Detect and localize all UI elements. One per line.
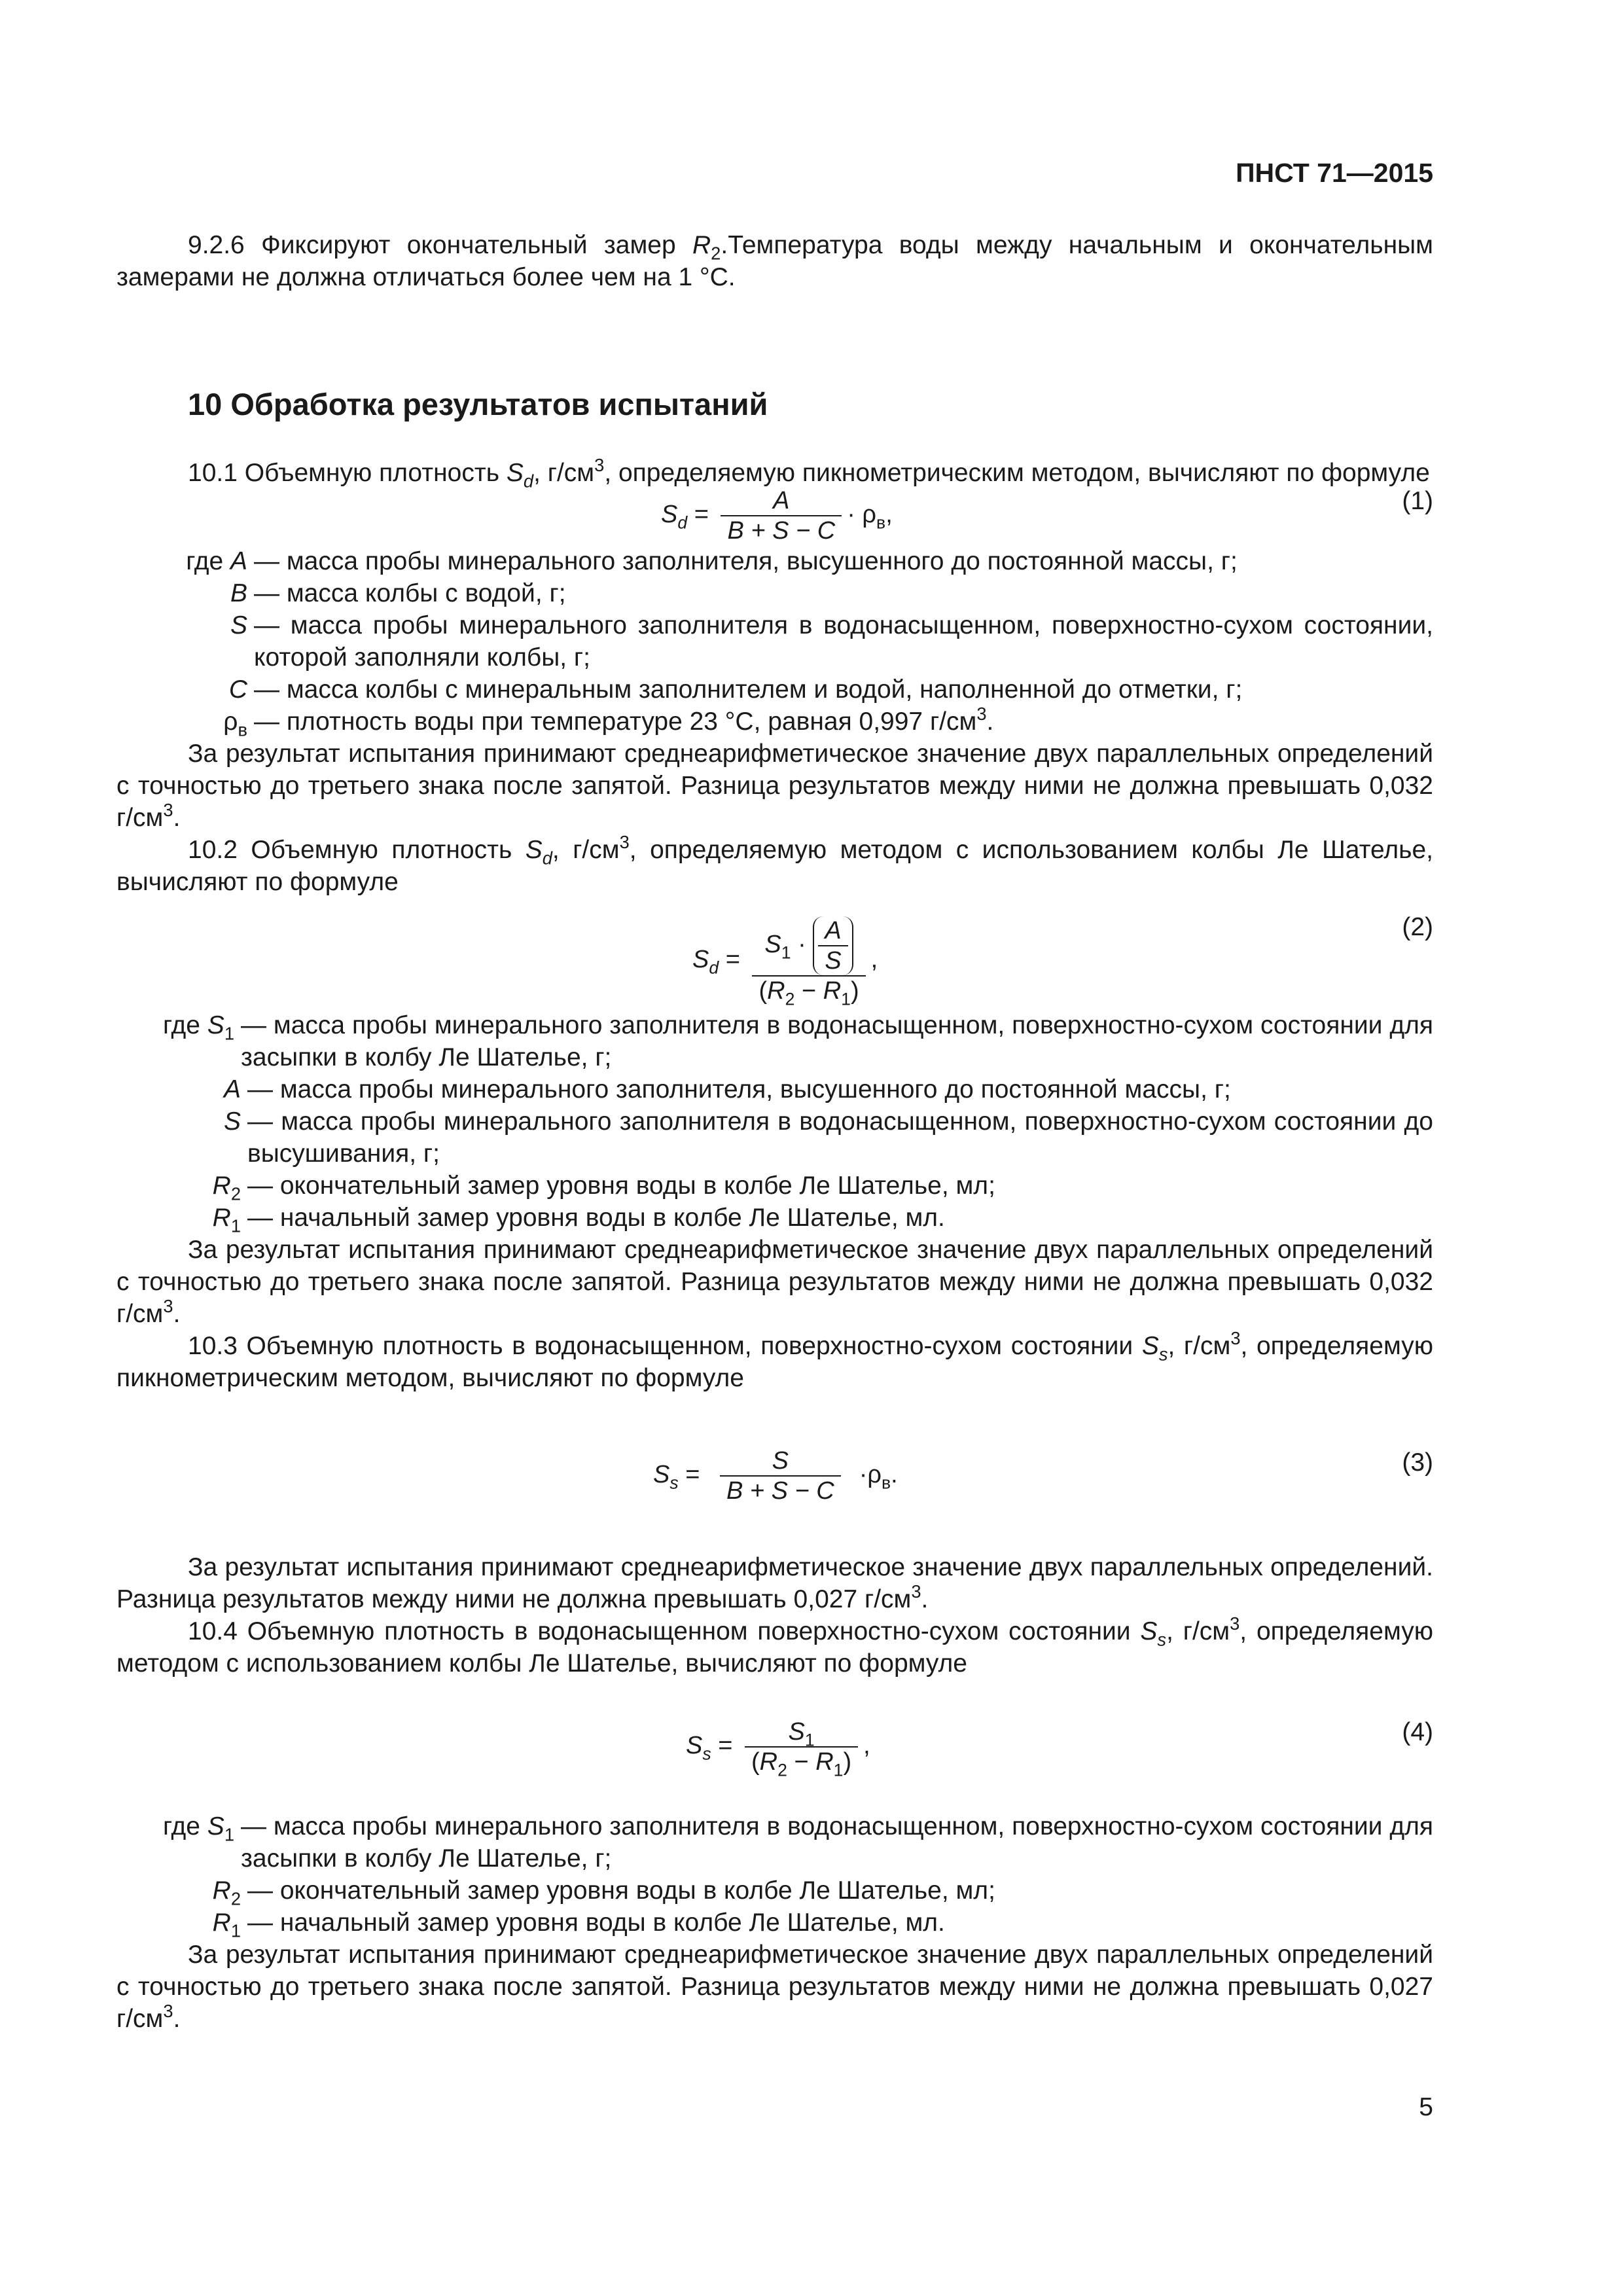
page-number: 5: [1419, 2093, 1433, 2121]
formula-3: $S_s$ = $\frac{S}{B + S - C}$ $\cdot\rho_в$. (3): [653, 1447, 1433, 1505]
result-note-3: За результат испытания принимают среднеарифметическое значение двух параллельных определений. Разница результатов между ними не должна превышать 0,027 $г/см^3$.: [116, 1553, 1433, 1613]
where-list-1: где A — масса пробы минерального заполнителя, высушенного до постоянной массы, г; B — масса колбы с водой, г; S — масса пробы минерального заполнителя в водонасыщенном, поверхностно-сухом состоянии, которой заполняли колбы, г; C — масса колбы с минеральным заполнителем и водой, наполненной до отметки, г; $\rho_в$ — плотность воды при температуре 23 °С, равная 0,997 $г/см^3$.: [186, 547, 1433, 740]
formula-4-number: (4): [1402, 1718, 1433, 1746]
paragraph-9-2-6: 9.2.6 Фиксируют окончательный замер $R_2.Температура$ воды между начальным и окончательным замерами не должна отличаться более чем на 1 °С.: [116, 231, 1433, 291]
paragraph-10-3: 10.3 Объемную плотность в водонасыщенном, поверхностно-сухом состоянии $S_s$, $г/см^3$, определяемую пикнометрическим методом, вычисляют по формуле: [116, 1328, 1433, 1392]
formula-4: $S_s$ = $\frac{S_1}{(R_2 - R_1)}$ , (4): [116, 1679, 1433, 1810]
where-list-2: где $S_1$ — масса пробы минерального заполнителя в водонасыщенном, поверхностно-сухом состоянии для засыпки в колбу Ле Шателье, г; A — масса пробы минерального заполнителя, высушенного до постоянной массы, г; S — масса пробы минерального заполнителя в водонасыщенном, поверхностно-сухом состоянии до высушивания, г; $R_2$ — окончательный замер уровня воды в колбе Ле Шателье, мл; $R_1$ — начальный замер уровня воды в колбе Ле Шателье, мл.: [163, 1011, 1433, 1236]
result-note-4: За результат испытания принимают среднеарифметическое значение двух параллельных определений с точностью до третьего знака после запятой. Разница результатов между ними не должна превышать 0,027 $г/см^3$.: [116, 1941, 1433, 2033]
formula-4-fraction: $\frac{S_1}{(R_2 - R_1)}$: [745, 1717, 858, 1776]
page-body: [116, 229, 1433, 2035]
paragraph-10-2: 10.2 Объемную плотность $S_d$, $г/см^3$, определяемую методом с использованием колбы Ле Шателье, вычисляют по формуле: [116, 832, 1434, 896]
section-10-title: 10 Обработка результатов испытаний: [188, 387, 768, 422]
result-note-1: За результат испытания принимают среднеарифметическое значение двух параллельных определений с точностью до третьего знака после запятой. Разница результатов между ними не должна превышать 0,032 $г/см^3$.: [116, 740, 1433, 832]
paragraph-10-1: 10.1 Объемную плотность $S_d$, $г/см^3$, определяемую пикнометрическим методом, вычисляют по формуле: [188, 455, 1430, 492]
document-code: ПНСТ 71—2015: [1236, 158, 1433, 188]
paragraph-10-4: 10.4 Объемную плотность в водонасыщенном поверхностно-сухом состоянии $S_s$, $г/см^3$, определяемую методом с использованием колбы Ле Шателье, вычисляют по формуле: [116, 1613, 1433, 1677]
formula-3-fraction: $\frac{S}{B + S - C}$: [720, 1446, 841, 1505]
result-note-2: За результат испытания принимают среднеарифметическое значение двух параллельных определений с точностью до третьего знака после запятой. Разница результатов между ними не должна превышать 0,032 $г/см^3$.: [116, 1236, 1433, 1328]
formula-2-fraction: $S_1$ · $\frac{A}{S}$ $(R_2 - R_1)$: [752, 916, 865, 1005]
formula-2-number: (2): [1402, 913, 1433, 941]
formula-3-number: (3): [1402, 1448, 1433, 1477]
formula-1-fraction: $\frac{A}{B + S - C}$: [721, 486, 842, 545]
where-list-4: где $S_1$ — масса пробы минерального заполнителя в водонасыщенном, поверхностно-сухом состоянии для засыпки в колбу Ле Шателье, г; $R_2$ — окончательный замер уровня воды в колбе Ле Шателье, мл; $R_1$ — начальный замер уровня воды в колбе Ле Шателье, мл.: [163, 1812, 1433, 1941]
formula-2: $S_d$ = $S_1$ · $\frac{A}{S}$ $(R_2 - R_1)$ , (2): [116, 898, 1433, 1009]
formula-1: $S_d$ = $\frac{A}{B + S - C}$ · $\rho_в$, (1): [116, 489, 1433, 545]
formula-1-number: (1): [1402, 487, 1433, 515]
